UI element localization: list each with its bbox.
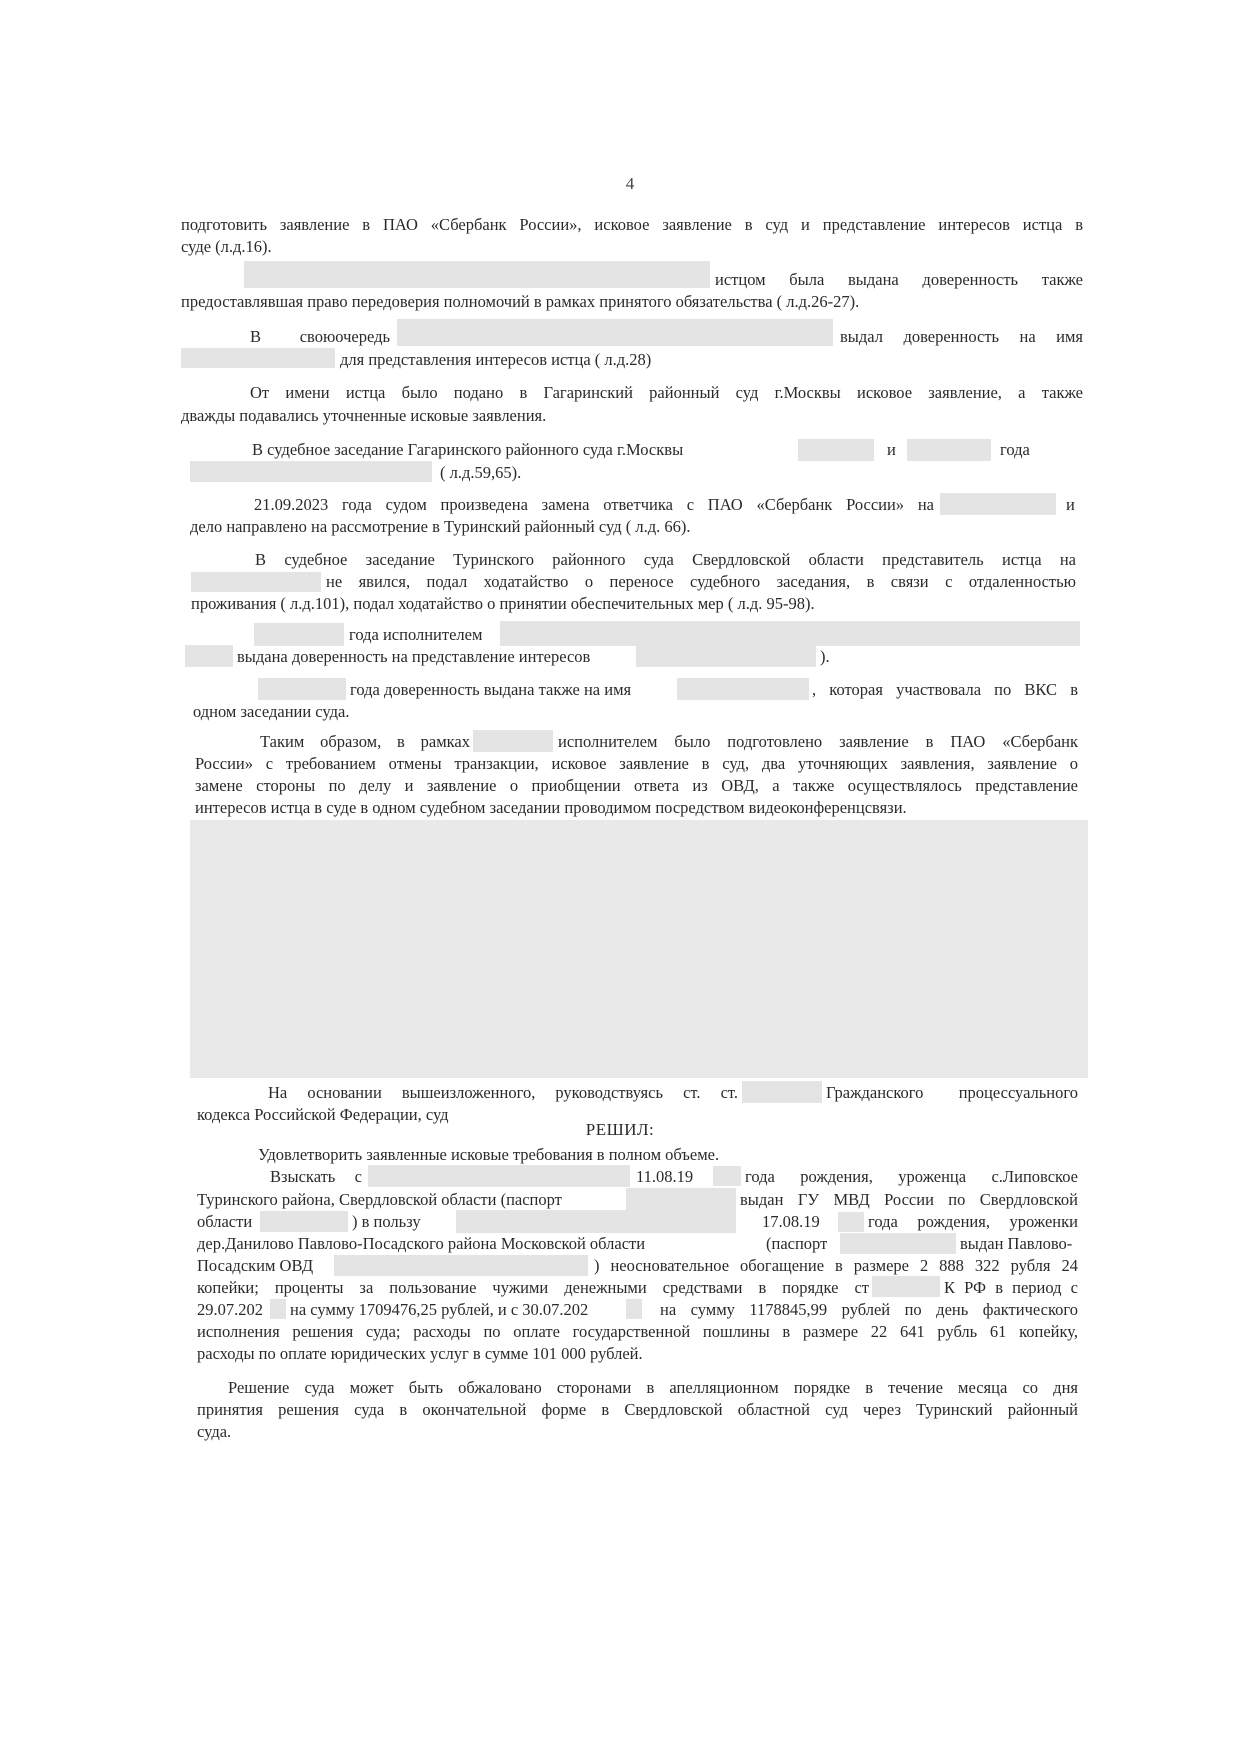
text-line: В судебное заседание Гагаринского районного суда г.Москвы: [252, 440, 684, 459]
text-line: ) в пользу: [352, 1212, 421, 1231]
text-line: проживания ( л.д.101), подал ходатайство о принятии обеспечительных мер ( л.д. 95-98).: [191, 594, 815, 613]
redaction-block: [840, 1233, 956, 1254]
text-line: принятия решения суда в окончательной форме в Свердловской областной суд через Туринский районный: [197, 1400, 1078, 1419]
text-line: (паспорт: [766, 1234, 828, 1253]
text-line: 29.07.202: [197, 1300, 263, 1319]
text-line: 21.09.2023 года судом произведена замена ответчика с ПАО «Сбербанк России» на: [254, 495, 934, 514]
text-line: выдана доверенность на представление интересов: [237, 647, 591, 666]
text-line: Посадским ОВД: [197, 1256, 314, 1275]
text-line: копейки; проценты за пользование чужими денежными средствами в порядке ст: [197, 1278, 869, 1297]
redaction-block: [798, 439, 874, 461]
redaction-block: [244, 261, 710, 288]
text-line: Туринского района, Свердловской области (паспорт: [197, 1190, 562, 1209]
text-line: К РФ в период с: [944, 1278, 1078, 1297]
decision-heading: РЕШИЛ:: [585, 1120, 655, 1139]
text-line: выдал доверенность на имя: [840, 327, 1083, 346]
text-line: года исполнителем: [349, 625, 483, 644]
redaction-block: [270, 1299, 286, 1319]
text-line: ) неосновательное обогащение в размере 2 888 322 рубля 24: [594, 1256, 1078, 1275]
redaction-block: [254, 623, 344, 646]
text-line: выдан Павлово-: [960, 1234, 1073, 1253]
text-line: дело направлено на рассмотрение в Туринский районный суд ( л.д. 66).: [190, 517, 691, 536]
text-line: суде (л.д.16).: [181, 237, 272, 256]
redaction-block: [872, 1276, 940, 1297]
redaction-block: [185, 645, 233, 667]
redaction-block: [838, 1212, 864, 1232]
redaction-block: [456, 1210, 736, 1233]
text-line: и: [1066, 495, 1075, 514]
text-line: области: [197, 1212, 253, 1231]
redaction-block: [368, 1165, 630, 1187]
text-line: кодекса Российской Федерации, суд: [197, 1105, 449, 1124]
text-line: России» с требованием отмены транзакции, исковое заявление в суд, два уточняющих заявления, заявление о: [195, 754, 1078, 773]
redaction-block: [713, 1166, 741, 1186]
redaction-block: [500, 621, 1080, 646]
redaction-block: [334, 1255, 588, 1276]
text-line: истцом была выдана доверенность также: [715, 270, 1083, 289]
text-line: На основании вышеизложенного, руководствуясь ст. ст.: [268, 1083, 738, 1102]
text-line: исполнения решения суда; расходы по оплате государственной пошлины в размере 22 641 рубль 61 копейку,: [197, 1322, 1078, 1341]
text-line: замене стороны по делу и заявление о приобщении ответа из ОВД, а также осуществлялось представление: [195, 776, 1078, 795]
redaction-block: [190, 461, 432, 482]
text-line: предоставлявшая право передоверия полномочий в рамках принятого обязательства ( л.д.26-27).: [181, 292, 860, 311]
text-line: Удовлетворить заявленные исковые требования в полном объеме.: [258, 1145, 720, 1164]
text-line: 17.08.19: [762, 1212, 820, 1231]
text-line: года доверенность выдана также на имя: [350, 680, 632, 699]
text-line: Таким образом, в рамках: [260, 732, 470, 751]
text-line: года рождения, уроженца с.Липовское: [745, 1167, 1078, 1186]
redaction-block: [397, 319, 833, 346]
text-line: одном заседании суда.: [193, 702, 350, 721]
text-line: для представления интересов истца ( л.д.28): [340, 350, 652, 369]
text-line: дважды подавались уточненные исковые заявления.: [181, 406, 547, 425]
text-line: года рождения, уроженки: [868, 1212, 1078, 1231]
text-line: Решение суда может быть обжаловано сторонами в апелляционном порядке в течение месяца со дня: [228, 1378, 1078, 1397]
text-line: 11.08.19: [636, 1167, 694, 1186]
text-line: ).: [820, 647, 830, 666]
redaction-block: [191, 572, 321, 592]
text-line: Гражданского процессуального: [826, 1083, 1078, 1102]
page-number: 4: [625, 174, 635, 193]
redaction-block: [626, 1188, 736, 1210]
redaction-block: [636, 645, 816, 667]
text-line: От имени истца было подано в Гагаринский районный суд г.Москвы исковое заявление, а также: [250, 383, 1083, 402]
text-line: на сумму 1709476,25 рублей, и с 30.07.202: [290, 1300, 589, 1319]
redaction-block: [260, 1211, 348, 1232]
text-line: выдан ГУ МВД России по Свердловской: [740, 1190, 1078, 1209]
redaction-block: [940, 493, 1056, 515]
redaction-block: [258, 678, 346, 700]
redaction-block: [181, 348, 335, 368]
text-line: года: [1000, 440, 1030, 459]
redaction-block: [677, 678, 809, 700]
text-line: интересов истца в суде в одном судебном заседании проводимом посредством видеоконференцсвязи.: [195, 798, 907, 817]
redaction-block: [473, 730, 553, 752]
redaction-block: [626, 1299, 642, 1319]
redaction-block: [742, 1081, 822, 1103]
text-line: В своюочередь: [250, 327, 390, 346]
text-line: Взыскать с: [270, 1167, 362, 1186]
text-line: не явился, подал ходатайство о переносе судебного заседания, в связи с отдаленностью: [326, 572, 1076, 591]
text-line: дер.Данилово Павлово-Посадского района Московской области: [197, 1234, 646, 1253]
redacted-section: [190, 820, 1088, 1078]
text-line: расходы по оплате юридических услуг в сумме 101 000 рублей.: [197, 1344, 643, 1363]
text-line: исполнителем было подготовлено заявление в ПАО «Сбербанк: [558, 732, 1078, 751]
text-line: подготовить заявление в ПАО «Сбербанк России», исковое заявление в суд и представление интересов истца в: [181, 215, 1083, 234]
text-line: В судебное заседание Туринского районного суда Свердловской области представитель истца на: [255, 550, 1076, 569]
redaction-block: [907, 439, 991, 461]
text-line: на сумму 1178845,99 рублей по день фактического: [660, 1300, 1078, 1319]
text-line: суда.: [197, 1422, 232, 1441]
text-line: и: [887, 440, 896, 459]
text-line: , которая участвовала по ВКС в: [812, 680, 1078, 699]
text-line: ( л.д.59,65).: [440, 463, 522, 482]
